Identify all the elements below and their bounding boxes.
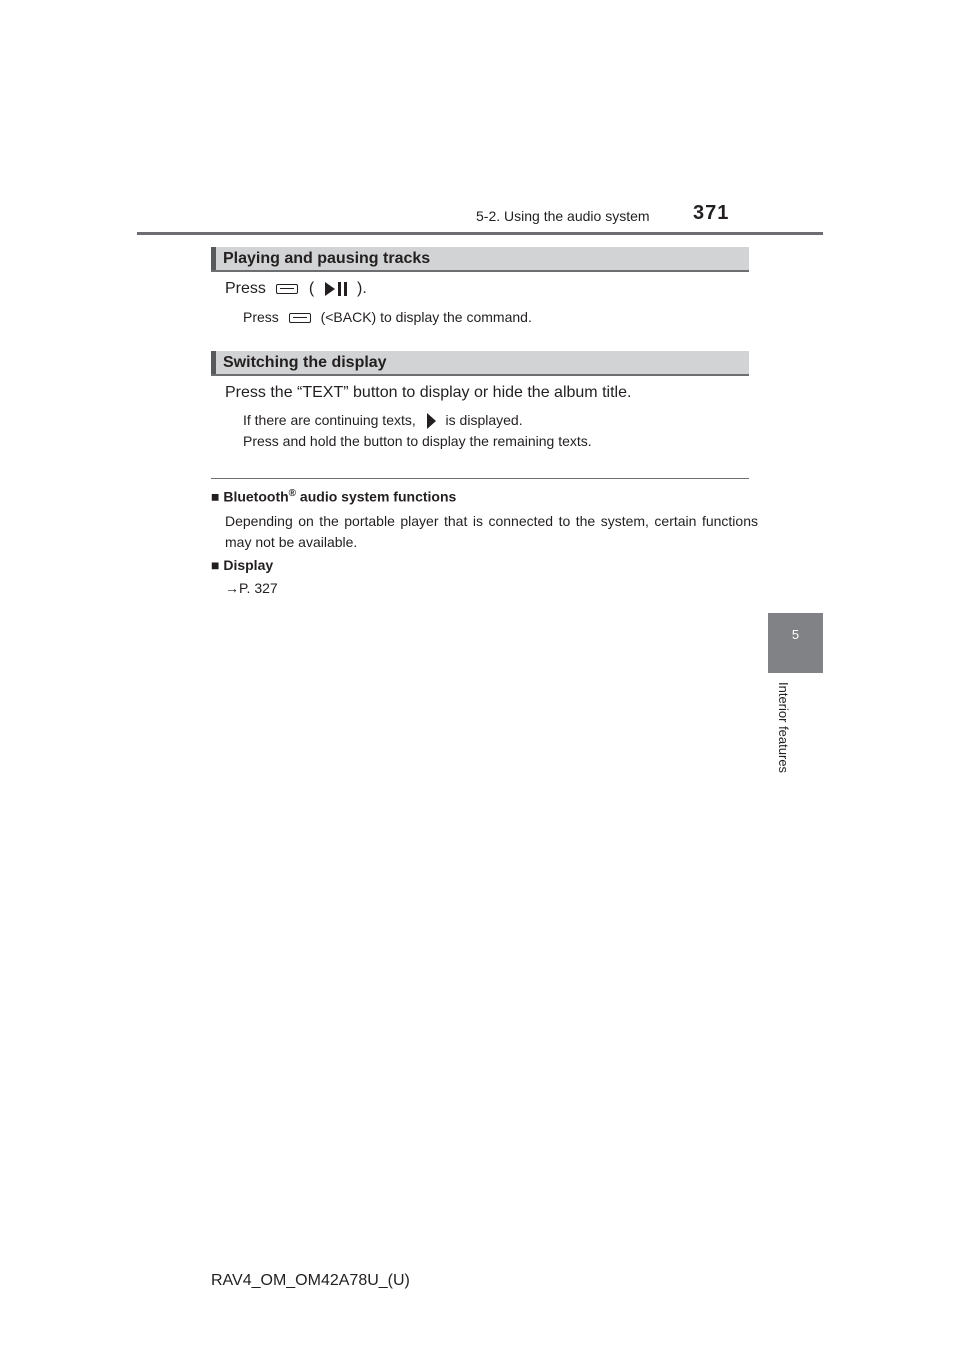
section-heading-display: [211, 351, 749, 376]
chapter-tab: [768, 613, 823, 673]
press-word: Press: [225, 280, 266, 298]
header-rule: [137, 232, 823, 235]
chapter-number: 5: [791, 627, 800, 642]
continuing-text-note: [243, 412, 523, 430]
close-paren: ).: [357, 280, 367, 298]
bt-prefix: ■ Bluetooth: [211, 488, 289, 505]
bt-suffix: audio system functions: [296, 488, 457, 505]
continue-arrow-icon: [424, 412, 438, 430]
play-sub-instruction: [243, 309, 532, 325]
sub-press-rest: (<BACK) to display the command.: [320, 309, 532, 325]
display-instruction: Press the “TEXT” button to display or hide the album title.: [225, 384, 632, 401]
note-body-bluetooth: Depending on the portable player that is connected to the system, certain functions may not be available.: [225, 513, 758, 550]
continuing-text-before: If there are continuing texts,: [243, 412, 416, 428]
play-instruction: [225, 280, 367, 298]
notes-divider: [211, 478, 749, 479]
section-heading-playing: [211, 247, 749, 272]
hold-button-note: Press and hold the button to display the remaining texts.: [243, 433, 592, 449]
document-code: RAV4_OM_OM42A78U_(U): [211, 1272, 410, 1289]
play-pause-icon: [323, 280, 349, 298]
section-title-playing: Playing and pausing tracks: [223, 250, 431, 267]
section-breadcrumb: 5-2. Using the audio system: [476, 208, 650, 224]
steering-switch-icon: [276, 284, 298, 294]
heading-accent-bar: [211, 351, 216, 374]
section-title-display: Switching the display: [223, 354, 387, 371]
page-reference-link[interactable]: →P. 327: [225, 580, 278, 596]
registered-mark: ®: [288, 488, 297, 499]
continuing-text-after: is displayed.: [445, 412, 523, 428]
chapter-title: Interior features: [776, 682, 791, 774]
note-heading-display: ■ Display: [211, 557, 274, 573]
note-heading-bluetooth: [211, 488, 456, 505]
heading-accent-bar: [211, 247, 216, 270]
open-paren: (: [308, 280, 315, 298]
steering-switch-icon: [289, 313, 311, 323]
page-number: 371: [693, 202, 730, 224]
sub-press-word: Press: [243, 309, 279, 325]
